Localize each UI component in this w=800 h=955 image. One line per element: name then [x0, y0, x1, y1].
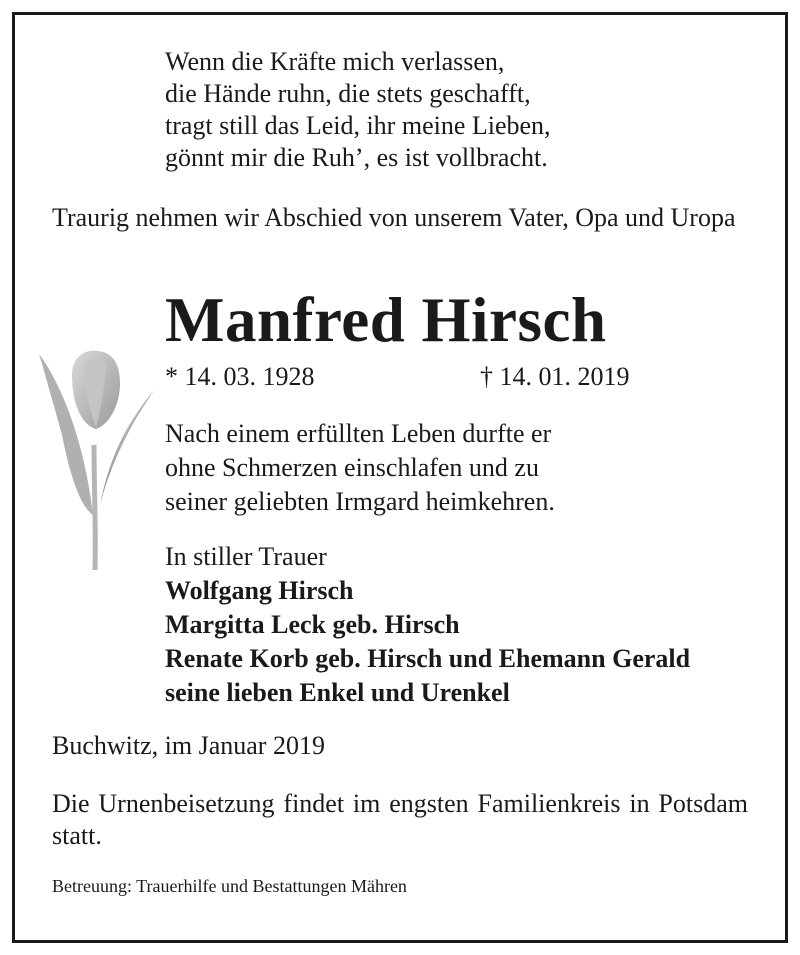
mourner-name: Wolfgang Hirsch [165, 576, 354, 605]
mourner-name: Margitta Leck geb. Hirsch [165, 610, 460, 639]
funeral-home-credit: Betreuung: Trauerhilfe und Bestattungen Mähren [52, 876, 407, 896]
poem-line: tragt still das Leid, ihr meine Lieben, [165, 111, 551, 140]
burial-note: Die Urnenbeisetzung findet im engsten Familienkreis in Potsdam statt. [52, 789, 748, 850]
main-text [165, 417, 555, 519]
birth-date: * 14. 03. 1928 [165, 362, 315, 391]
poem-line: die Hände ruhn, die stets geschafft, [165, 79, 531, 108]
mourner-name: Renate Korb geb. Hirsch und Ehemann Gerald [165, 644, 691, 673]
place-date: Buchwitz, im Januar 2019 [52, 731, 325, 760]
mourner-name: seine lieben Enkel und Urenkel [165, 678, 510, 707]
text-line: seiner geliebten Irmgard heimkehren. [165, 487, 555, 516]
poem [165, 46, 551, 174]
poem-line: Wenn die Kräfte mich verlassen, [165, 47, 505, 76]
mourners-heading: In stiller Trauer [165, 542, 327, 571]
tulip-icon [38, 345, 156, 570]
poem-line: gönnt mir die Ruh’, es ist vollbracht. [165, 143, 548, 172]
text-line: ohne Schmerzen einschlafen und zu [165, 453, 539, 482]
death-date: † 14. 01. 2019 [480, 362, 630, 391]
mourners-block [165, 540, 690, 710]
text-line: Nach einem erfüllten Leben durfte er [165, 419, 552, 448]
intro-text: Traurig nehmen wir Abschied von unserem Vater, Opa und Uropa [52, 203, 736, 232]
deceased-name: Manfred Hirsch [165, 285, 607, 355]
